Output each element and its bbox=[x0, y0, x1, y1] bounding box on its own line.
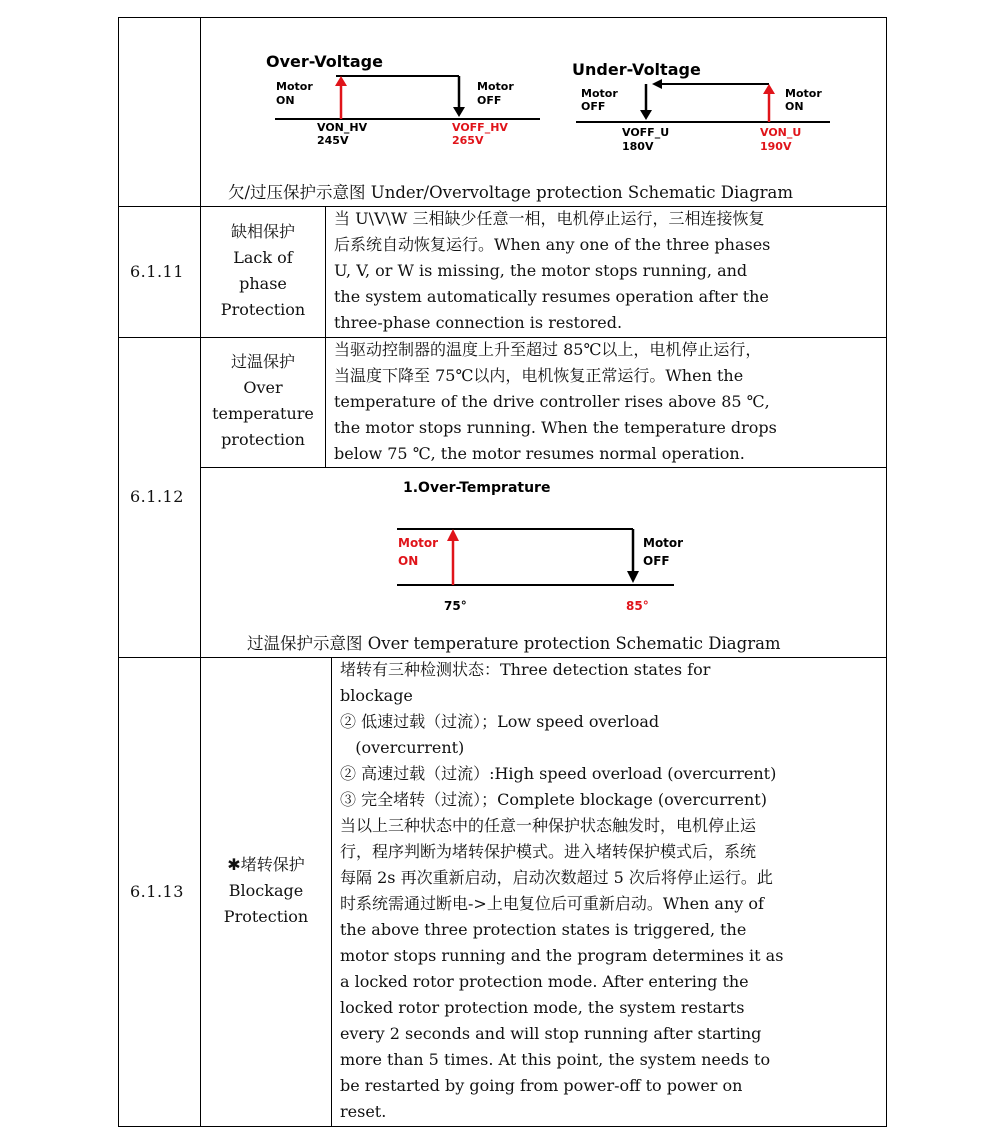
over-voltage-von-value: 245V bbox=[317, 134, 349, 147]
desc-line: locked rotor protection mode, the system restarts bbox=[340, 998, 745, 1017]
row-name-line: Protection bbox=[223, 907, 309, 926]
desc-line: 后系统自动恢复运行。When any one of the three phases bbox=[334, 235, 771, 254]
desc-line: ③ 完全堵转（过流）；Complete blockage (overcurrent) bbox=[340, 790, 767, 809]
temp-right-label-1: Motor bbox=[643, 536, 684, 550]
desc-line: the system automatically resumes operation after the bbox=[334, 287, 769, 306]
over-voltage-left-label-1: Motor bbox=[276, 80, 313, 93]
desc-line: temperature of the drive controller rises above 85 ℃, bbox=[334, 392, 770, 411]
temp-on-arrowhead bbox=[447, 529, 459, 541]
desc-line: 当 U\V\W 三相缺少任意一相，电机停止运行，三相连接恢复 bbox=[334, 209, 765, 228]
row-description-6-1-13 bbox=[340, 657, 783, 1125]
desc-line: below 75 ℃, the motor resumes normal operation. bbox=[334, 444, 745, 463]
under-voltage-off-arrowhead bbox=[640, 110, 652, 120]
over-voltage-voff-value: 265V bbox=[452, 134, 484, 147]
row-number-6-1-13: 6.1.13 bbox=[130, 882, 184, 901]
desc-line: every 2 seconds and will stop running after starting bbox=[340, 1024, 762, 1043]
desc-line: 时系统需通过断电->上电复位后可重新启动。When any of bbox=[340, 894, 764, 913]
temperature-diagram-caption: 过温保护示意图 Over temperature protection Schematic Diagram bbox=[247, 634, 781, 653]
desc-line: the above three protection states is triggered, the bbox=[340, 920, 747, 939]
desc-line: 堵转有三种检测状态：Three detection states for bbox=[340, 660, 711, 679]
under-voltage-top-arrowhead bbox=[652, 79, 662, 89]
over-voltage-off-arrowhead bbox=[453, 107, 465, 117]
row-name-line: phase bbox=[239, 274, 287, 293]
row-name-line: 缺相保护 bbox=[230, 222, 295, 241]
table-border-bottom bbox=[118, 1126, 887, 1127]
row-name-line: Lack of bbox=[233, 248, 293, 267]
under-voltage-title: Under-Voltage bbox=[572, 60, 701, 79]
desc-line: a locked rotor protection mode. After entering the bbox=[340, 972, 749, 991]
temperature-protection-diagram bbox=[0, 467, 982, 647]
under-voltage-voff-value: 180V bbox=[622, 140, 654, 153]
desc-line: 当温度下降至 75℃以内，电机恢复正常运行。When the bbox=[334, 366, 744, 385]
col-divider-name-row3 bbox=[331, 657, 332, 1127]
desc-line: more than 5 times. At this point, the system needs to bbox=[340, 1050, 771, 1069]
desc-line: motor stops running and the program determines it as bbox=[340, 946, 784, 965]
under-voltage-voff-label: VOFF_U bbox=[622, 126, 670, 139]
temp-diagram-title: 1.Over-Temprature bbox=[403, 480, 551, 496]
voltage-diagram-caption: 欠/过压保护示意图 Under/Overvoltage protection Schematic Diagram bbox=[228, 183, 794, 202]
under-voltage-left-label-1: Motor bbox=[581, 87, 618, 100]
row-name-line: Over bbox=[243, 378, 283, 397]
row-name-line: ✱堵转保护 bbox=[227, 855, 305, 874]
desc-line: 每隔 2s 再次重新启动，启动次数超过 5 次后将停止运行。此 bbox=[340, 868, 773, 887]
desc-line: 当以上三种状态中的任意一种保护状态触发时，电机停止运 bbox=[340, 816, 757, 835]
temp-high-value: 85° bbox=[626, 599, 649, 613]
over-voltage-von-label: VON_HV bbox=[317, 121, 368, 134]
over-voltage-left-label-2: ON bbox=[276, 94, 295, 107]
over-voltage-right-label-1: Motor bbox=[477, 80, 514, 93]
under-voltage-on-arrowhead bbox=[763, 84, 775, 94]
col-divider-name-row1 bbox=[325, 206, 326, 337]
col-divider-name-row2 bbox=[325, 337, 326, 467]
row-name-line: temperature bbox=[212, 404, 314, 423]
row-name-line: protection bbox=[221, 430, 305, 449]
desc-line: the motor stops running. When the temperature drops bbox=[334, 418, 777, 437]
row-name-line: 过温保护 bbox=[230, 352, 295, 371]
under-voltage-right-label-2: ON bbox=[785, 100, 804, 113]
row-name-line: Protection bbox=[220, 300, 306, 319]
desc-line: three-phase connection is restored. bbox=[334, 313, 623, 332]
row-name-line: Blockage bbox=[228, 881, 304, 900]
desc-line: blockage bbox=[340, 686, 413, 705]
under-voltage-right-label-1: Motor bbox=[785, 87, 822, 100]
temp-low-value: 75° bbox=[444, 599, 467, 613]
over-voltage-on-arrowhead bbox=[335, 76, 347, 86]
row-name-6-1-13 bbox=[201, 852, 331, 930]
under-voltage-left-label-2: OFF bbox=[581, 100, 606, 113]
temp-off-arrowhead bbox=[627, 571, 639, 583]
row-number-6-1-11: 6.1.11 bbox=[130, 262, 184, 281]
over-voltage-title: Over-Voltage bbox=[266, 52, 383, 71]
desc-line: 行，程序判断为堵转保护模式。进入堵转保护模式后，系统 bbox=[340, 842, 757, 861]
under-voltage-von-label: VON_U bbox=[760, 126, 802, 139]
voltage-protection-diagram bbox=[0, 0, 982, 200]
desc-line: be restarted by going from power-off to power on bbox=[340, 1076, 743, 1095]
row-description-6-1-11 bbox=[334, 206, 770, 336]
row-description-6-1-12 bbox=[334, 337, 777, 467]
desc-line: ② 高速过载（过流）:High speed overload (overcurrent) bbox=[340, 764, 777, 783]
over-voltage-right-label-2: OFF bbox=[477, 94, 502, 107]
desc-line: 当驱动控制器的温度上升至超过 85℃以上，电机停止运行， bbox=[334, 340, 762, 359]
over-voltage-voff-label: VOFF_HV bbox=[452, 121, 508, 134]
desc-line: reset. bbox=[340, 1102, 387, 1121]
under-voltage-von-value: 190V bbox=[760, 140, 792, 153]
row-number-6-1-12: 6.1.12 bbox=[130, 487, 184, 506]
temp-right-label-2: OFF bbox=[643, 554, 670, 568]
desc-line: ② 低速过载（过流）；Low speed overload bbox=[340, 712, 660, 731]
row-name-6-1-12 bbox=[201, 349, 325, 453]
temp-left-label-1: Motor bbox=[398, 536, 439, 550]
desc-line: (overcurrent) bbox=[340, 738, 465, 757]
desc-line: U, V, or W is missing, the motor stops running, and bbox=[334, 261, 748, 280]
temp-left-label-2: ON bbox=[398, 554, 419, 568]
row-name-6-1-11 bbox=[201, 219, 325, 323]
